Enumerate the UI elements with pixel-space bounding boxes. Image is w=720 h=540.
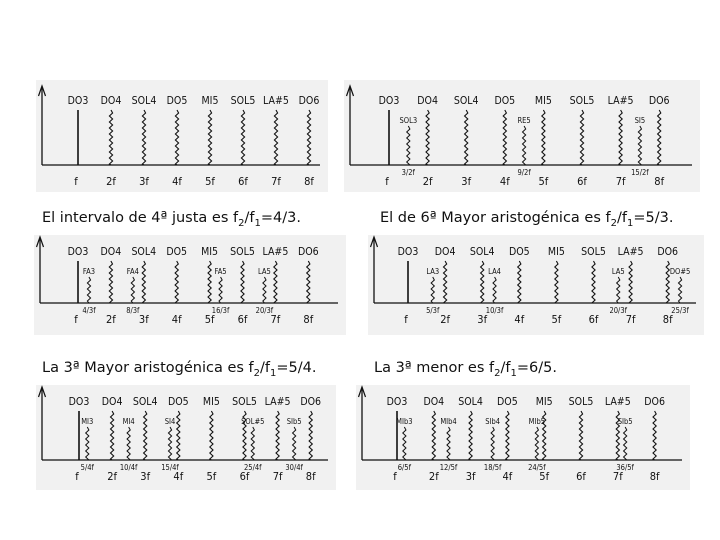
note-label: DO3 (68, 396, 90, 408)
interval-frequency-label: 3/2f (401, 168, 415, 177)
note-label: DO6 (644, 396, 665, 408)
note-label: DO5 (497, 396, 518, 408)
note-label: SOL5 (230, 246, 255, 258)
interval-note-label: SOL3 (399, 116, 418, 125)
frequency-label: 7f (270, 313, 281, 326)
interval-frequency-label: 9/2f (517, 168, 531, 177)
frequency-label: 2f (106, 175, 116, 188)
frequency-label: f (74, 313, 78, 326)
note-label: DO3 (67, 95, 89, 107)
note-label: MI5 (535, 396, 553, 408)
interval-frequency-label: 30/4f (285, 463, 303, 472)
interval-frequency-label: 18/5f (483, 463, 502, 472)
frequency-label: 3f (477, 313, 488, 326)
note-label: SOL4 (453, 95, 479, 107)
interval-note-label: SOL#5 (241, 417, 265, 426)
interval-note-label: MIb3 (396, 417, 413, 426)
frequency-label: 8f (662, 313, 673, 326)
interval-note-label: SIb5 (286, 417, 302, 426)
note-label: MI5 (201, 95, 219, 107)
note-label: MI5 (202, 396, 220, 408)
note-label: SOL5 (230, 95, 256, 107)
frequency-label: 6f (576, 470, 586, 483)
interval-note-label: SI4 (164, 417, 176, 426)
frequency-label: 3f (139, 175, 149, 188)
note-label: DO5 (494, 95, 516, 107)
interval-frequency-label: 6/5f (397, 463, 411, 472)
frequency-label: 2f (422, 175, 433, 188)
interval-note-label: FA3 (82, 267, 96, 276)
frequency-label: 6f (577, 175, 587, 188)
note-label: LA#5 (607, 95, 634, 107)
panel-background (368, 235, 704, 335)
note-label: DO6 (297, 246, 319, 258)
frequency-label: 8f (304, 175, 314, 188)
interval-note-label: MI3 (81, 417, 94, 426)
note-label: SOL4 (469, 246, 495, 258)
harmonic-panel-1 (36, 80, 328, 192)
frequency-label: 7f (612, 470, 623, 483)
interval-note-label: RE5 (517, 116, 531, 125)
frequency-label: 7f (271, 175, 281, 188)
note-label: DO3 (386, 396, 408, 408)
interval-note-label: FA4 (126, 267, 139, 276)
frequency-label: 3f (140, 470, 151, 483)
note-label: SOL5 (581, 246, 606, 258)
frequency-label: 5f (205, 175, 215, 188)
caption-minor-third: La 3ª menor es $f_2/f_1=6/5$. (374, 360, 557, 379)
interval-note-label: LA3 (426, 267, 440, 276)
frequency-label: 7f (615, 175, 626, 188)
frequency-label: 7f (625, 313, 636, 326)
note-label: DO5 (508, 246, 530, 258)
note-label: SOL5 (232, 396, 257, 408)
frequency-label: 8f (305, 470, 316, 483)
interval-note-label: FA5 (214, 267, 227, 276)
frequency-label: 2f (428, 470, 439, 483)
note-label: DO4 (100, 95, 122, 107)
interval-frequency-label: 24/5f (528, 463, 546, 472)
note-label: LA#5 (262, 246, 289, 258)
note-label: DO4 (417, 95, 438, 107)
frequency-label: f (404, 313, 408, 326)
note-label: MI5 (547, 246, 565, 258)
frequency-label: 4f (171, 313, 182, 326)
frequency-label: f (385, 175, 389, 188)
harmonic-panel-5 (36, 385, 336, 490)
note-label: DO4 (101, 396, 123, 408)
frequency-label: 4f (172, 175, 182, 188)
note-label: DO6 (300, 396, 322, 408)
note-label: DO4 (100, 246, 122, 258)
note-label: SOL4 (458, 396, 483, 408)
interval-frequency-label: 5/4f (80, 463, 94, 472)
note-label: DO4 (423, 396, 445, 408)
interval-frequency-label: 12/5f (439, 463, 458, 472)
interval-frequency-label: 8/3f (126, 306, 140, 315)
note-label: SOL4 (132, 396, 158, 408)
note-label: LA#5 (263, 95, 289, 107)
interval-note-label: LA5 (258, 267, 271, 276)
note-label: MI5 (534, 95, 552, 107)
interval-frequency-label: 4/3f (82, 306, 96, 315)
interval-frequency-label: 20/3f (609, 306, 628, 315)
interval-frequency-label: 15/4f (161, 463, 179, 472)
interval-note-label: MIb4 (440, 417, 457, 426)
caption-major-third: La 3ª Mayor aristogénica es $f_2/f_1=5/4$. (42, 360, 317, 379)
frequency-label: 3f (138, 313, 149, 326)
frequency-label: f (74, 175, 78, 188)
frequency-label: 6f (588, 313, 599, 326)
frequency-label: 4f (499, 175, 510, 188)
note-label: LA#5 (617, 246, 644, 258)
interval-frequency-label: 10/3f (485, 306, 504, 315)
frequency-label: 3f (461, 175, 472, 188)
interval-note-label: DO#5 (669, 267, 691, 276)
frequency-label: 3f (465, 470, 476, 483)
frequency-label: 6f (238, 175, 248, 188)
frequency-label: 5f (204, 313, 215, 326)
frequency-label: f (393, 470, 397, 483)
interval-note-label: SIb5 (617, 417, 633, 426)
note-label: DO5 (166, 246, 188, 258)
harmonic-panel-3 (34, 235, 346, 335)
note-label: LA#5 (604, 396, 631, 408)
frequency-label: 5f (551, 313, 562, 326)
harmonic-panel-4 (368, 235, 704, 335)
interval-frequency-label: 5/3f (426, 306, 440, 315)
interval-note-label: MIb5 (528, 417, 546, 426)
interval-frequency-label: 25/4f (244, 463, 262, 472)
note-label: SOL4 (131, 95, 157, 107)
note-label: SOL5 (569, 95, 595, 107)
frequency-label: 6f (237, 313, 248, 326)
note-label: DO3 (378, 95, 400, 107)
frequency-label: 8f (649, 470, 660, 483)
note-label: DO6 (298, 95, 320, 107)
interval-frequency-label: 20/3f (255, 306, 274, 315)
harmonic-panel-6 (356, 385, 690, 490)
interval-frequency-label: 16/3f (211, 306, 230, 315)
interval-frequency-label: 25/3f (671, 306, 689, 315)
frequency-label: f (75, 470, 79, 483)
frequency-label: 2f (440, 313, 450, 326)
frequency-label: 8f (303, 313, 314, 326)
note-label: DO4 (434, 246, 456, 258)
note-label: DO3 (67, 246, 89, 258)
frequency-label: 2f (107, 470, 117, 483)
note-label: SOL5 (568, 396, 594, 408)
note-label: DO6 (657, 246, 679, 258)
interval-note-label: LA5 (611, 267, 625, 276)
harmonic-panel-2 (344, 80, 700, 192)
note-label: DO6 (648, 95, 670, 107)
frequency-label: 8f (654, 175, 665, 188)
note-label: DO5 (167, 396, 189, 408)
interval-note-label: LA4 (488, 267, 501, 276)
interval-note-label: SIb4 (485, 417, 501, 426)
note-label: DO3 (397, 246, 419, 258)
note-label: LA#5 (264, 396, 291, 408)
caption-major-sixth: El de 6ª Mayor aristogénica es $f_2/f_1=5/3$. (380, 210, 674, 229)
frequency-label: 2f (106, 313, 116, 326)
frequency-label: 5f (206, 470, 217, 483)
note-label: DO5 (166, 95, 188, 107)
frequency-label: 4f (502, 470, 513, 483)
frequency-label: 4f (173, 470, 184, 483)
frequency-label: 5f (539, 470, 550, 483)
interval-note-label: SI5 (634, 116, 646, 125)
interval-note-label: MI4 (122, 417, 135, 426)
interval-frequency-label: 15/2f (631, 168, 649, 177)
note-label: SOL4 (131, 246, 157, 258)
caption-fourth: El intervalo de 4ª justa es $f_2/f_1=4/3$. (42, 210, 301, 229)
note-label: MI5 (201, 246, 219, 258)
frequency-label: 7f (272, 470, 283, 483)
frequency-label: 6f (239, 470, 250, 483)
interval-frequency-label: 10/4f (119, 463, 138, 472)
interval-frequency-label: 36/5f (616, 463, 634, 472)
frequency-label: 5f (538, 175, 549, 188)
frequency-label: 4f (514, 313, 525, 326)
